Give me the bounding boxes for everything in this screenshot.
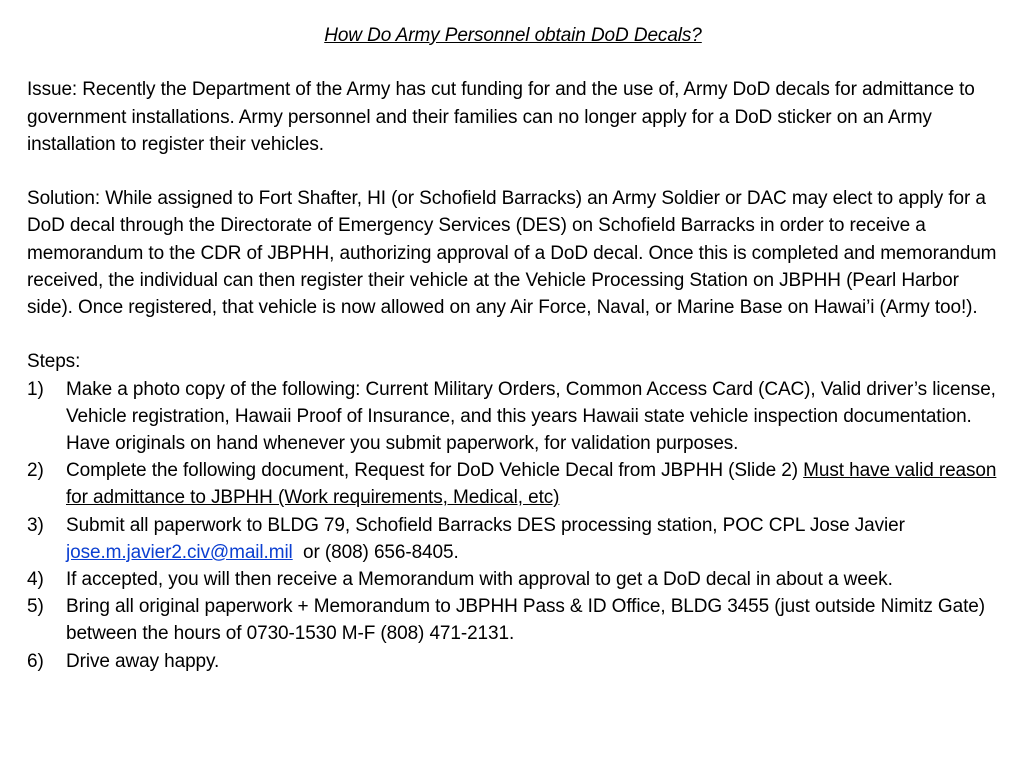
step-text: Make a photo copy of the following: Current Military Orders, Common Access Card (CAC), Valid driver’s license, Vehicle registration, Hawaii Proof of Insurance, and this years Hawaii state vehicle inspection documentation. Have originals on hand whenever you submit paperwork, for validation purposes. <box>66 378 996 454</box>
step-item <box>27 566 999 593</box>
steps-heading: Steps: <box>27 351 81 373</box>
step-text: Drive away happy. <box>66 650 220 672</box>
step-number: 3) <box>27 514 44 536</box>
step-body <box>66 457 999 511</box>
step-text: If accepted, you will then receive a Memorandum with approval to get a DoD decal in about a week. <box>66 569 893 591</box>
step-number: 1) <box>27 378 44 400</box>
step-text-after: or (808) 656-8405. <box>292 541 459 563</box>
issue-paragraph: Issue: Recently the Department of the Army has cut funding for and the use of, Army DoD decals for admittance to government installations. Army personnel and their families can no longer apply for a DoD sticker on an Army installation to register their vehicles. <box>27 79 975 155</box>
email-link[interactable]: jose.m.javier2.civ@mail.mil <box>66 541 293 563</box>
steps-list <box>27 376 999 675</box>
step-number: 2) <box>27 460 44 482</box>
step-item <box>27 512 999 566</box>
step-text: Bring all original paperwork + Memorandum to JBPHH Pass & ID Office, BLDG 3455 (just outside Nimitz Gate) between the hours of 0730-1530 M-F (808) 471-2131. <box>66 596 985 645</box>
step-item <box>27 457 999 511</box>
step-number: 5) <box>27 596 44 618</box>
page-title: How Do Army Personnel obtain DoD Decals? <box>324 25 702 46</box>
step-item <box>27 593 999 647</box>
step-number: 4) <box>27 569 44 591</box>
spacer <box>27 49 999 76</box>
step-item <box>27 376 999 458</box>
spacer <box>27 321 999 348</box>
step-body <box>66 512 999 566</box>
step-item <box>27 648 999 675</box>
slide <box>27 22 999 675</box>
step-underlined-requirement: Must have valid reason for admittance to JBPHH (Work requirements, Medical, etc) <box>66 460 997 509</box>
step-number: 6) <box>27 650 44 672</box>
step-text: Submit all paperwork to BLDG 79, Schofield Barracks DES processing station, POC CPL Jose Javier <box>66 514 905 536</box>
solution-paragraph: Solution: While assigned to Fort Shafter, HI (or Schofield Barracks) an Army Soldier or DAC may elect to apply for a DoD decal through the Directorate of Emergency Services (DES) on Schofield Barracks in order to receive a memorandum to the CDR of JBPHH, authorizing approval of a DoD decal. Once this is completed and memorandum received, the individual can then register their vehicle at the Vehicle Processing Station on JBPHH (Pearl Harbor side). Once registered, that vehicle is now allowed on any Air Force, Naval, or Marine Base on Hawai’i (Army too!). <box>27 188 997 318</box>
spacer <box>27 158 999 185</box>
step-text: Complete the following document, Request for DoD Vehicle Decal from JBPHH (Slide 2) <box>66 460 804 482</box>
